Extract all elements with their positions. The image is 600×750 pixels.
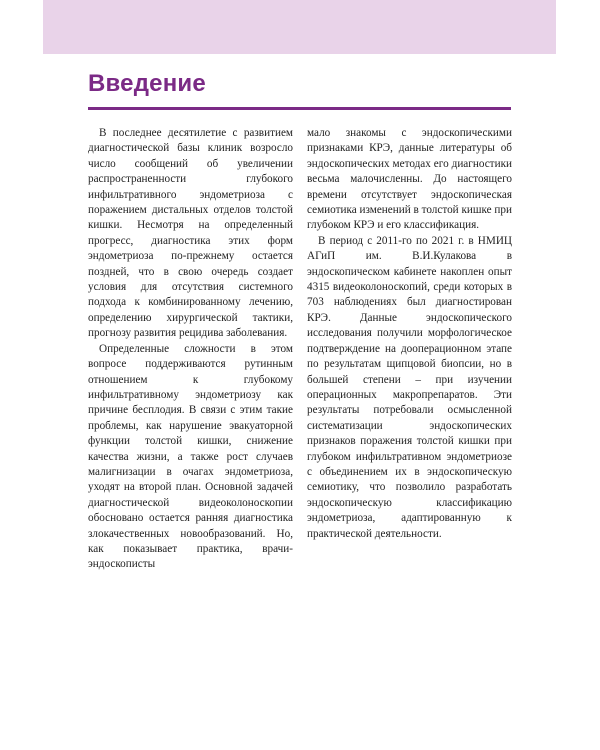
page-title: Введение <box>88 70 206 97</box>
paragraph: Определенные сложности в этом вопросе поддерживаются рутинным отношением к глубокому инфильтративному эндометриозу как причине бесплодия. В связи с этим такие проблемы, как нарушение эвакуаторной функции толстой кишки, снижение качества жизни, а также рост случаев малигнизации в очагах эндометриоза, уходят на второй план. Основной задачей диагностической видеоколоноскопии обосновано остается ранняя диагностика злокачественных новообразований. Но, как показывает практика, врачи-эндоскописты <box>88 342 293 571</box>
paragraph-continuation: мало знакомы с эндоскопическими признаками КРЭ, данные литературы об эндоскопических методах его диагностики весьма малочисленны. До настоящего времени отсутствует эндоскопическая семиотика изменений в толстой кишке при глубоком КРЭ и его классификация. <box>307 127 512 232</box>
left-text-column <box>88 126 293 573</box>
right-text-column <box>307 126 512 542</box>
title-underline-divider <box>88 107 511 110</box>
paragraph: В последнее десятилетие с развитием диагностической базы клиник возросло число сообщений об увеличении распространенности глубокого инфильтративного эндометриоза с поражением дистальных отделов толстой кишки. Несмотря на определенный прогресс, диагностика этих форм эндометриоза по-прежнему остается поздней, что в свою очередь создает условия для отсутствия системного подхода к комбинированному лечению, определению хирургической тактики, прогнозу развития рецидива заболевания. <box>88 127 293 340</box>
header-band <box>43 0 556 54</box>
paragraph: В период с 2011-го по 2021 г. в НМИЦ АГиП им. В.И.Кулакова в эндоскопическом кабинете накоплен опыт 4315 видеоколоноскопий, среди которых в 703 наблюдениях был диагностирован КРЭ. Данные эндоскопического исследования получили морфологическое подтверждение на дооперационном этапе по результатам щипцовой биопсии, но в большей степени – при изучении операционных макропрепаратов. Эти результаты потребовали осмысленной систематизации эндоскопических признаков поражения толстой кишки при глубоком инфильтративном эндометриозе с объединением их в эндоскопическую семиотику, что позволило разработать эндоскопическую классификацию эндометриоза, адаптированную к практической деятельности. <box>307 234 512 540</box>
